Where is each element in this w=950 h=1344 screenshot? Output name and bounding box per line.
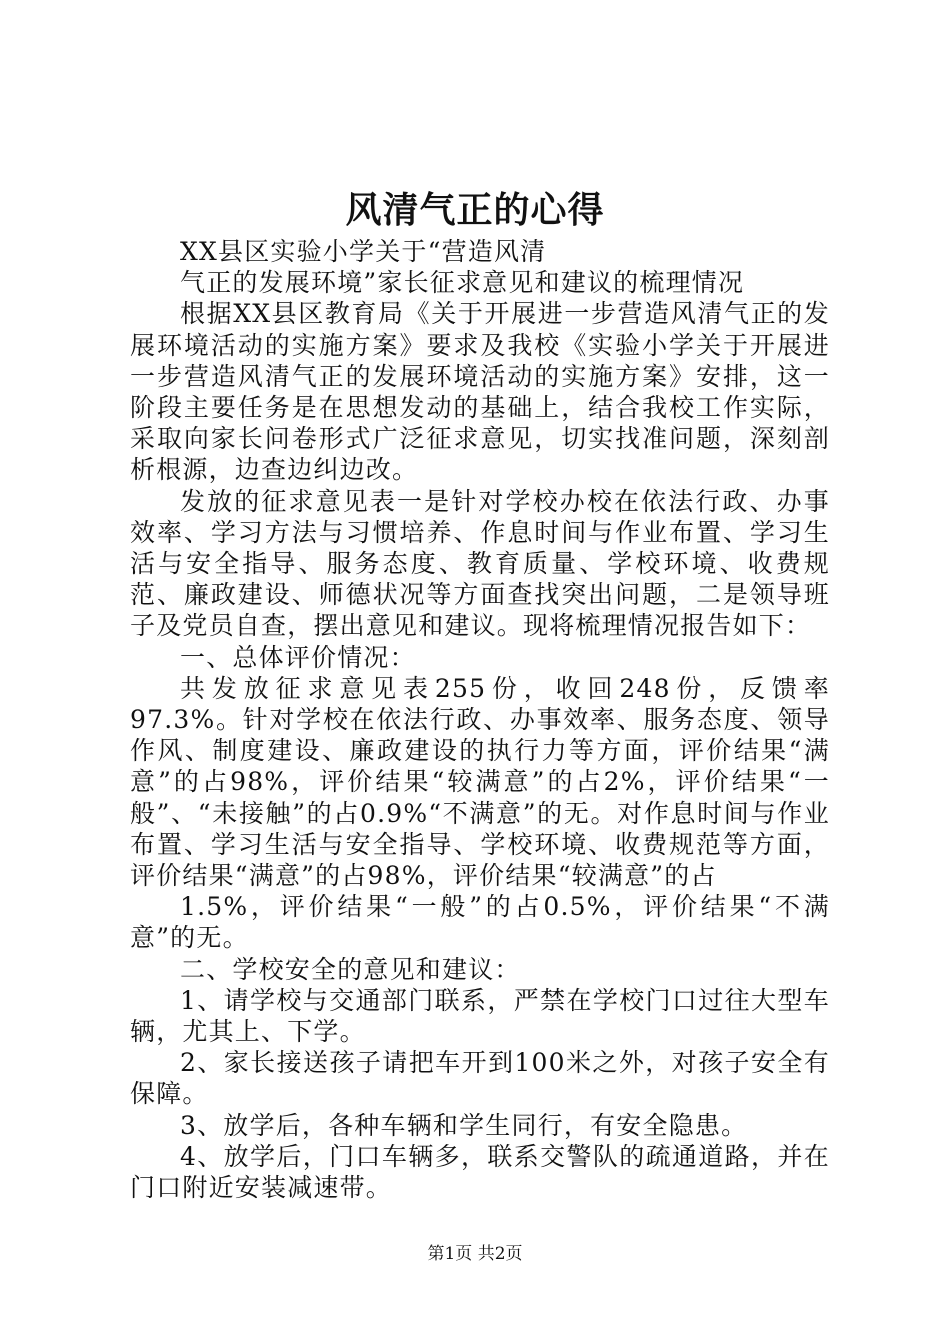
paragraph: 根据XX县区教育局《关于开展进一步营造风清气正的发展环境活动的实施方案》要求及我校《实验小学关于开展进一步营造风清气正的发展环境活动的实施方案》安排，这一阶段主要任务是在思想发动的基础上，结合我校工作实际，采取向家长问卷形式广泛征求意见，切实找准问题，深刻剖析根源，边查边纠边改。 xyxy=(130,299,830,485)
paragraph: 气正的发展环境”家长征求意见和建议的梳理情况 xyxy=(180,268,745,298)
list-item: 1、请学校与交通部门联系，严禁在学校门口过往大型车辆，尤其上、下学。 xyxy=(130,985,830,1047)
page-number-footer: 第1页 共2页 xyxy=(427,1244,523,1264)
paragraph: 共发放征求意见表255份，收回248份，反馈率97.3%。针对学校在依法行政、办事效率、服务态度、领导作风、制度建设、廉政建设的执行力等方面，评价结果“满意”的占98%，评价结果“较满意”的占2%，评价结果“一般”、“未接触”的占0.9%“不满意”的无。对作息时间与作业布置、学习生活与安全指导、学校环境、收费规范等方面，评价结果“满意”的占98%，评价结果“较满意”的占 xyxy=(130,673,830,891)
paragraph: 发放的征求意见表一是针对学校办校在依法行政、办事效率、学习方法与习惯培养、作息时间与作业布置、学习生活与安全指导、服务态度、教育质量、学校环境、收费规范、廉政建设、师德状况等方面查找突出问题，二是领导班子及党员自查，摆出意见和建议。现将梳理情况报告如下： xyxy=(130,486,830,641)
list-item: 4、放学后，门口车辆多，联系交警队的疏通道路，并在门口附近安装减速带。 xyxy=(130,1141,830,1203)
section-heading: 二、学校安全的意见和建议： xyxy=(180,954,521,984)
paragraph: 1.5%，评价结果“一般”的占0.5%，评价结果“不满意”的无。 xyxy=(130,892,830,953)
document-body xyxy=(130,236,830,1203)
paragraph: XX县区实验小学关于“营造风清 xyxy=(180,237,547,266)
document-title: 风清气正的心得 xyxy=(345,189,605,231)
section-heading: 一、总体评价情况： xyxy=(180,642,416,672)
list-item: 2、家长接送孩子请把车开到100米之外，对孩子安全有保障。 xyxy=(130,1048,830,1109)
list-item: 3、放学后，各种车辆和学生同行，有安全隐患。 xyxy=(180,1110,748,1140)
